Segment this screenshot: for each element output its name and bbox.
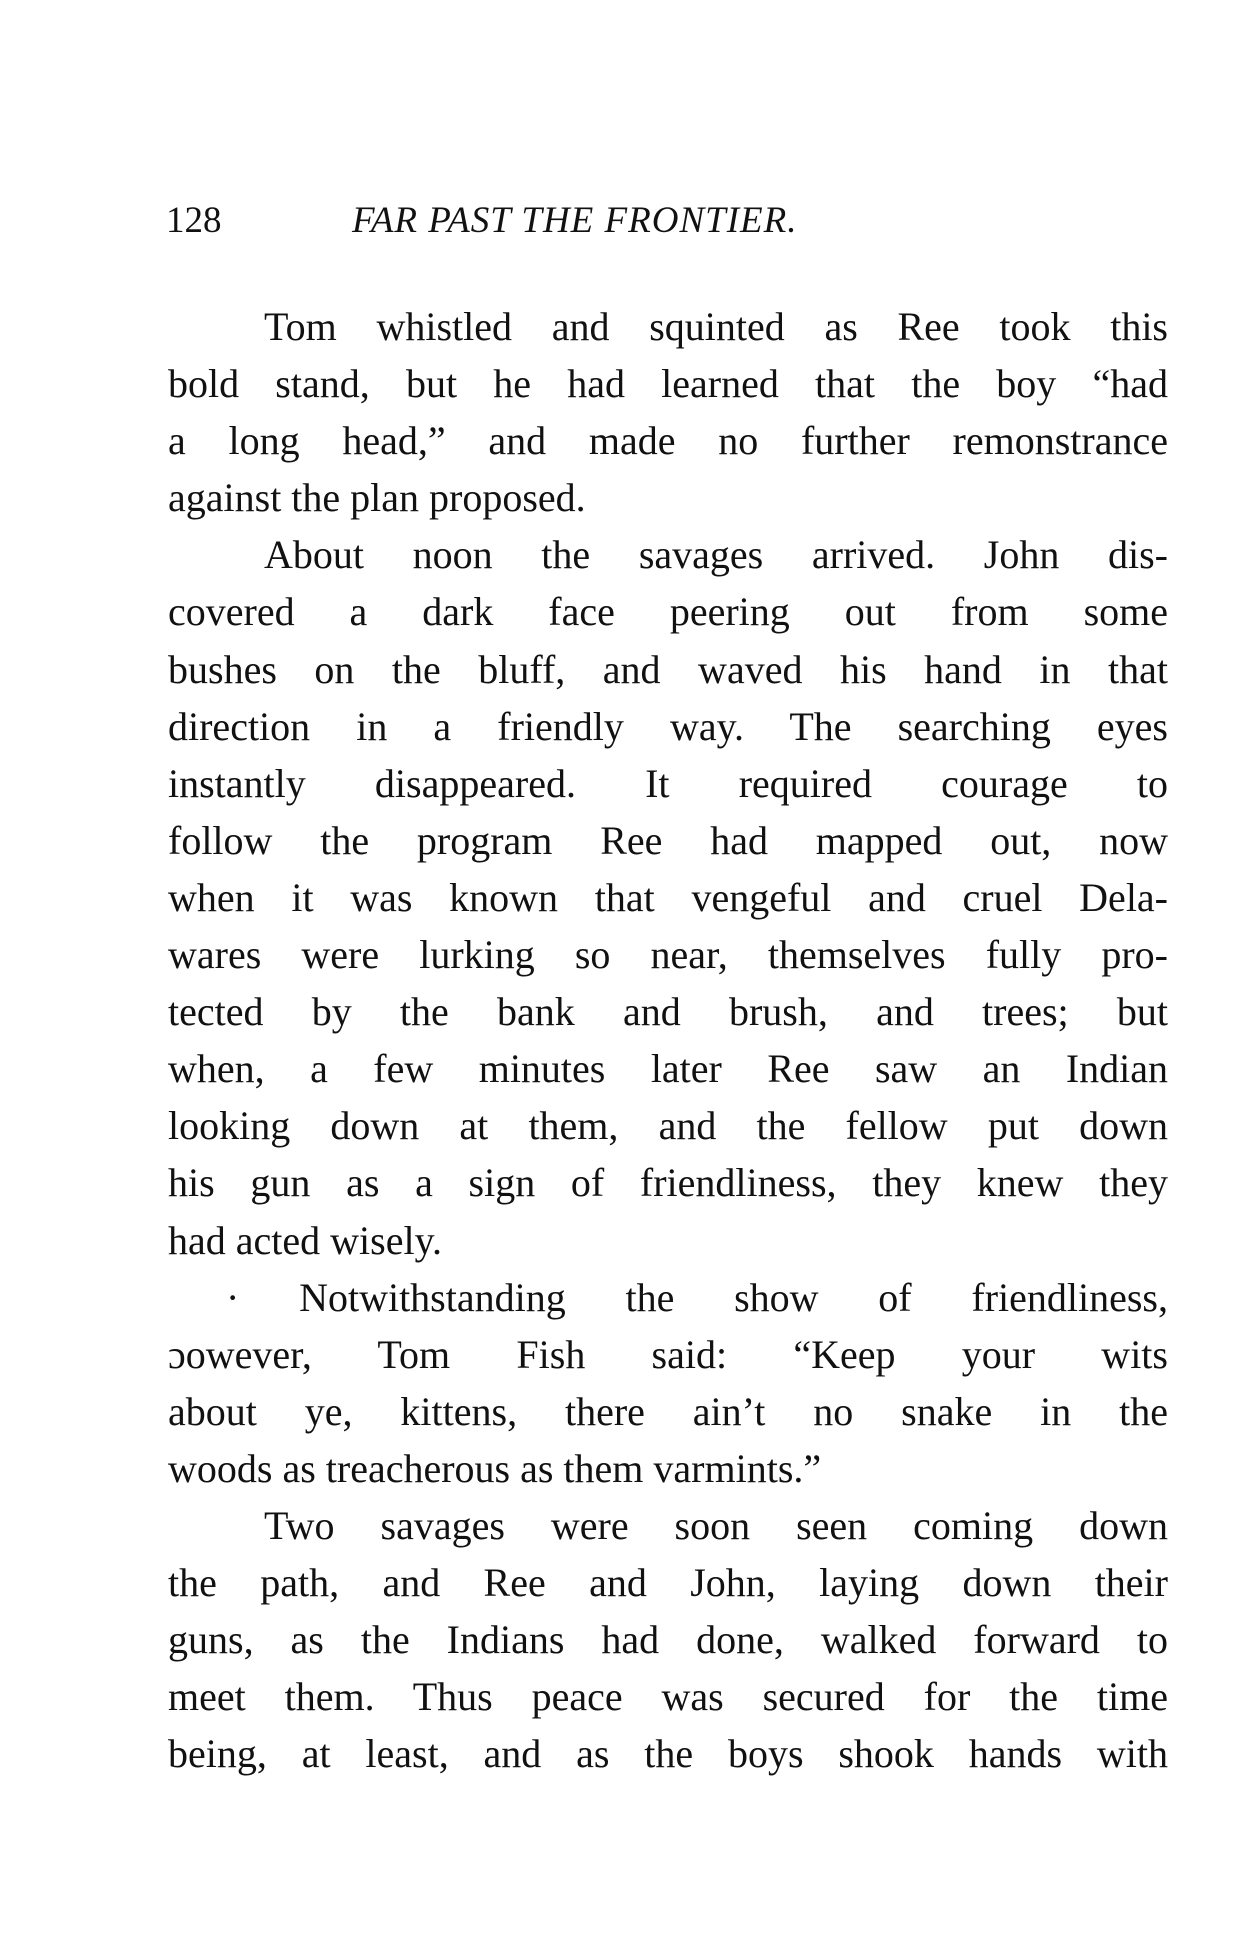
- text-line: when, a few minutes later Ree saw an Indian: [168, 1046, 1168, 1092]
- text-line: · Notwithstanding the show of friendliness,: [226, 1274, 1168, 1320]
- text-line: Tom whistled and squinted as Ree took this: [264, 304, 1168, 349]
- text-line: instantly disappeared. It required courage to: [168, 760, 1168, 806]
- text-line: about ye, kittens, there ain’t no snake in the: [168, 1388, 1168, 1434]
- text-line: had acted wisely.: [168, 1217, 442, 1263]
- text-line: his gun as a sign of friendliness, they knew they: [168, 1160, 1168, 1206]
- text-line: meet them. Thus peace was secured for the time: [168, 1674, 1168, 1720]
- text-line: bold stand, but he had learned that the boy “had: [168, 361, 1168, 407]
- text-line: against the plan proposed.: [168, 475, 586, 521]
- text-line: looking down at them, and the fellow put down: [168, 1103, 1168, 1149]
- text-line: tected by the bank and brush, and trees; but: [168, 989, 1168, 1035]
- text-line: when it was known that vengeful and cruel Dela-: [168, 874, 1168, 920]
- running-head: [166, 196, 1166, 246]
- page-number: 128: [166, 200, 222, 241]
- text-line: a long head,” and made no further remonstrance: [168, 418, 1168, 464]
- text-line: covered a dark face peering out from some: [168, 589, 1168, 635]
- text-line: wares were lurking so near, themselves fully pro-: [168, 932, 1168, 978]
- text-line: guns, as the Indians had done, walked forward to: [168, 1617, 1168, 1663]
- text-line: being, at least, and as the boys shook hands with: [168, 1731, 1168, 1777]
- text-line: ɔowever, Tom Fish said: “Keep your wits: [168, 1331, 1168, 1377]
- text-line: follow the program Ree had mapped out, now: [168, 817, 1168, 863]
- body-text: [168, 298, 1168, 1782]
- text-line: About noon the savages arrived. John dis‑: [264, 532, 1168, 578]
- running-title: FAR PAST THE FRONTIER.: [352, 200, 798, 241]
- text-line: Two savages were soon seen coming down: [264, 1502, 1168, 1548]
- text-line: direction in a friendly way. The searching eyes: [168, 703, 1168, 749]
- text-line: the path, and Ree and John, laying down their: [168, 1560, 1168, 1606]
- text-line: woods as treacherous as them varmints.”: [168, 1445, 822, 1491]
- text-line: bushes on the bluff, and waved his hand in that: [168, 646, 1168, 692]
